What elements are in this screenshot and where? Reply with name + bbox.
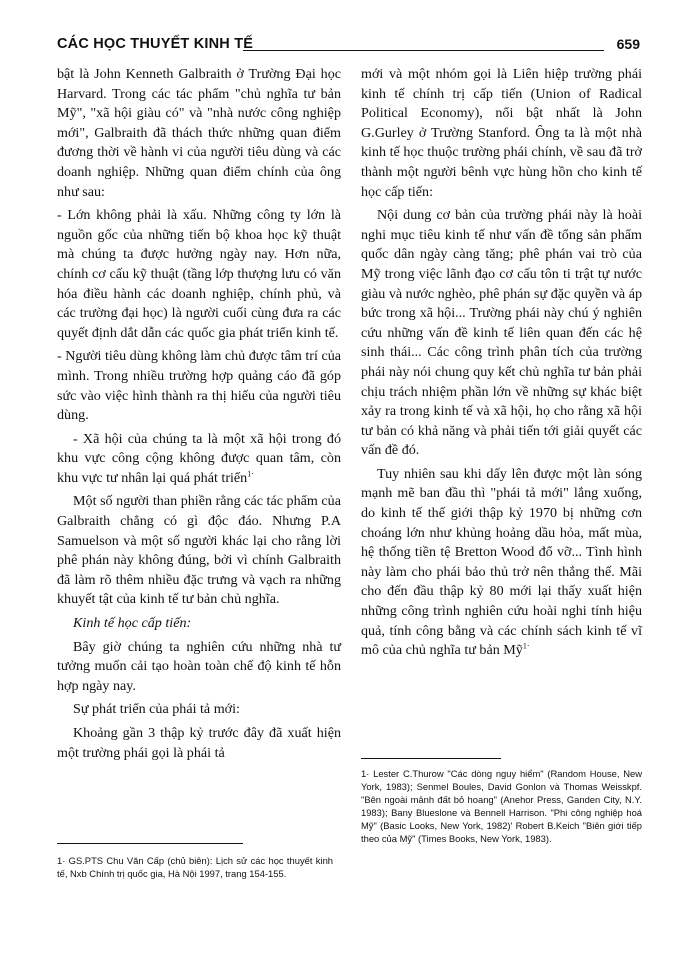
paragraph: [361, 465, 642, 661]
footnote-rule: [361, 758, 501, 759]
left-column: [57, 65, 341, 767]
footnote-rule: [57, 843, 243, 844]
page-number: 659: [616, 36, 640, 52]
bullet-paragraph: [57, 430, 341, 489]
paragraph: bật là John Kenneth Galbraith ở Trường Đại học Harvard. Trong các tác phẩm "chủ nghĩa tư bản Mỹ", "xã hội giàu có" và "nhà nước công nghiệp mới", Galbraith đã thách thức những quan điểm đương thời về hành vi của người tiêu dùng và các doanh nghiệp. Những quan điểm chính của ông như sau:: [57, 66, 341, 200]
header-title: CÁC HỌC THUYẾT KINH TẾ: [57, 36, 254, 52]
paragraph-text: - Xã hội của chúng ta là một xã hội trong đó khu vực công cộng không được quan tâm, còn khu vực tư nhân lại quá phát triển: [57, 430, 341, 486]
running-header: [57, 36, 640, 56]
footnote-ref: 1·: [247, 469, 254, 479]
paragraph-text: Tuy nhiên sau khi dấy lên được một làn sóng mạnh mẽ ban đầu thì "phái tả mới" lắng xuống, do kinh tế thế giới thập kỷ 1970 bị những cơn choáng lớn như khủng hoảng dầu hỏa, mất mùa, hệ thống tiền tệ Bretton Wood đổ vỡ... Tình hình này làm cho phái bảo thủ trở nên thắng thế. Mãi cho đến đầu thập kỷ 80 mới lại thấy xuất hiện những công trình nghiên cứu hoài nghi tính hiệu quả, tính công bằng và các chính sách kinh tế vĩ mô của chủ nghĩa tư bản Mỹ: [361, 465, 642, 659]
right-column: [361, 65, 642, 665]
paragraph: Khoảng gần 3 thập kỷ trước đây đã xuất hiện một trường phái gọi là phái tả: [57, 725, 341, 761]
bullet-paragraph: - Người tiêu dùng không làm chủ được tâm trí của mình. Trong nhiều trường hợp quảng cáo đã góp sức vào việc hình thành ra thị hiếu của người tiêu dùng.: [57, 348, 341, 424]
section-heading: Kinh tế học cấp tiến:: [73, 615, 192, 632]
paragraph: mới và một nhóm gọi là Liên hiệp trường phái kinh tế chính trị cấp tiến (Union of Radical Political Economy), nổi bật nhất là John G.Gurley ở Trường Stanford. Ông ta là một nhà kinh tế học thuộc trường phái chính, về sau đã trở thành một người bênh vực hùng hồn cho kinh tế học cấp tiến:: [361, 66, 642, 200]
header-rule: [243, 50, 604, 51]
footnote-left: 1· GS.PTS Chu Văn Cấp (chủ biên): Lịch sử các học thuyết kinh tế, Nxb Chính trị quốc gia, Hà Nội 1997, trang 154-155.: [57, 855, 333, 879]
subheading: Sự phát triển của phái tả mới:: [73, 701, 240, 718]
footnote-right: 1· Lester C.Thurow "Các dòng nguy hiểm" (Random House, New York, 1983); Senmel Boules, David Gonlon và Thomas Weisskpf. "Bên ngoài mảnh đất bỏ hoang" (Anehor Press, Ganden City, N.Y. 1983); Bany Blueslone và Bennell Harrison. "Phi công nghiệp hoá Mỹ" (Basic Looks, New York, 1982)' Robert B.Keich "Biên giới tiếp theo của Mỹ" (Times Books, New York, 1983).: [361, 768, 642, 844]
paragraph: Nội dung cơ bản của trường phái này là hoài nghi mục tiêu kinh tế như vấn đề tổng sản phẩm quốc dân ngày càng tăng; phê phán vai trò của Mỹ trong việc lãnh đạo cơ cấu tôn ti trật tự nước giàu và nước nghèo, phê phán sự đặc quyền và áp bức trong xã hội... Trường phái này chú ý nghiên cứu những vấn đề kinh tế liên quan đến các hệ sinh thái... Các công trình phân tích của trường phái này nói chung quy kết chủ nghĩa tư bản phải chịu trách nhiệm phần lớn về những sự khác biệt xảy ra trong kinh tế và xã hội, họ cho rằng xã hội tư bản có khả năng và phải tiến tới giải quyết các vấn đề đó.: [361, 207, 642, 459]
paragraph: Bây giờ chúng ta nghiên cứu những nhà tư tưởng muốn cải tạo hoàn toàn chế độ kinh tế hỗn hợp ngày nay.: [57, 638, 341, 694]
paragraph: Một số người than phiền rằng các tác phẩm của Galbraith chẳng có gì độc đáo. Nhưng P.A Samuelson và một số người khác lại cho rằng lời phê phán này không đúng, bởi vì chính Galbraith đã làm rõ thêm nhiều đặc trưng và vạch ra những khuyết tật của kinh tế tư bản chủ nghĩa.: [57, 493, 341, 608]
bullet-paragraph: - Lớn không phải là xấu. Những công ty lớn là nguồn gốc của những tiến bộ khoa học kỹ thuật mà chúng ta được hưởng ngày nay. Hơn nữa, chính cơ cấu kỹ thuật (tầng lớp thượng lưu có văn hóa điều hành các doanh nghiệp, chính phủ, và các trường đại học) là người cuối cùng đưa ra các quyết định dắt dẫn các quốc gia phát triển kinh tế.: [57, 207, 341, 341]
footnote-ref: 1·: [522, 641, 530, 651]
